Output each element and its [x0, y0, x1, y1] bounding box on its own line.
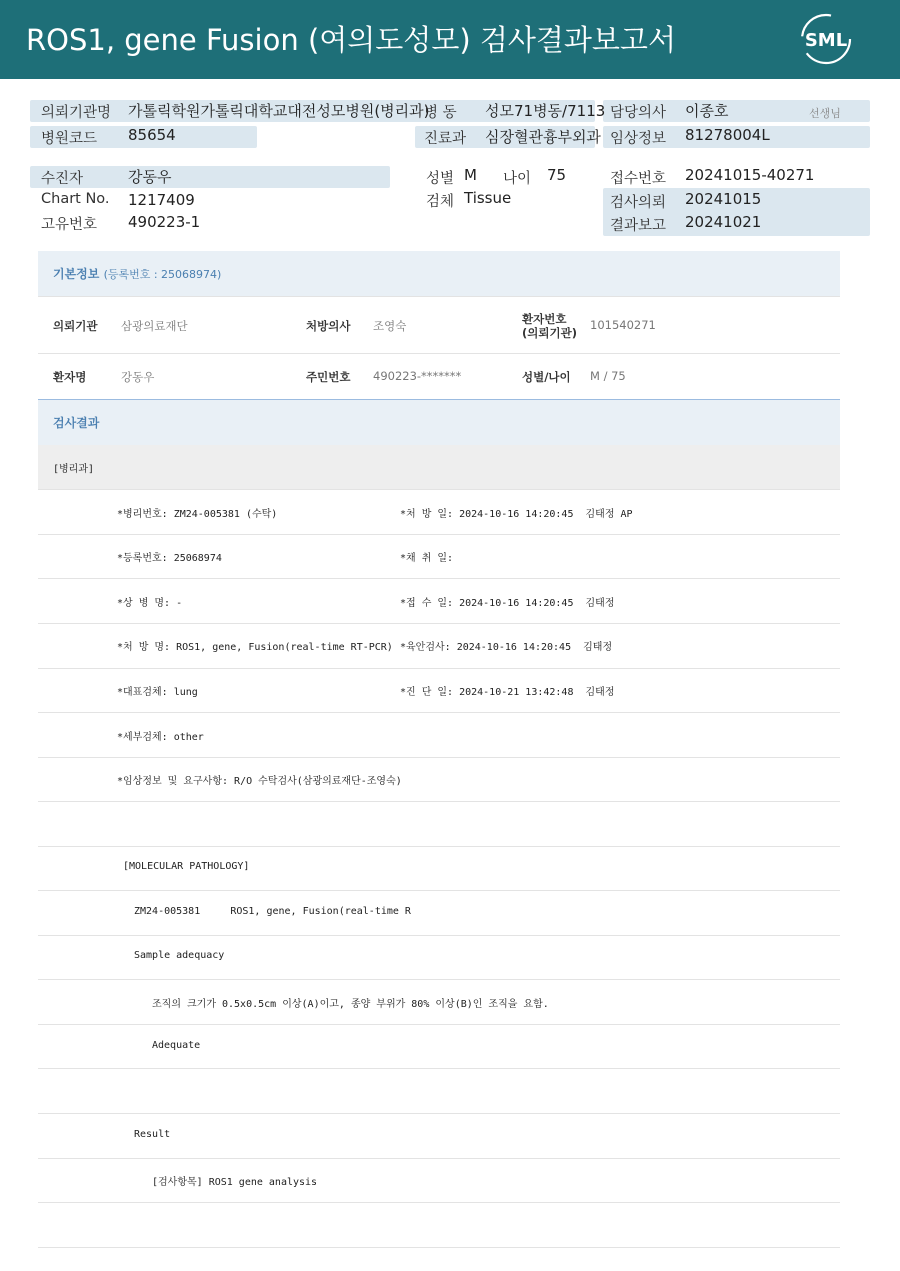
org-label: 의뢰기관: [53, 319, 98, 333]
divider: [38, 623, 840, 624]
divider: [38, 890, 840, 891]
report-header: [0, 0, 900, 79]
sample-adequacy-heading: Sample adequacy: [134, 950, 225, 961]
pathology-number: *병리번호: ZM24-005381 (수탁): [117, 509, 278, 520]
diagnosis-name: *상 병 명: -: [117, 598, 183, 609]
representative-specimen: *대표검체: lung: [117, 687, 198, 698]
molecular-pathology-heading: [MOLECULAR PATHOLOGY]: [123, 861, 250, 872]
report-date-value: 20241021: [685, 213, 762, 231]
patient-no-label: 환자번호: [522, 312, 567, 326]
ward-value: 성모71병동/7113: [485, 102, 606, 120]
collection-date: *채 취 일:: [400, 553, 454, 564]
gross-exam: *육안검사: 2024-10-16 14:20:45 김태정: [400, 642, 613, 653]
sex-age-label: 성별/나이: [522, 370, 571, 384]
basic-info-title: 기본정보 (등록번호 : 25068974): [53, 267, 222, 281]
registration-no-line: *등록번호: 25068974: [117, 553, 222, 564]
dept-value: 심장혈관흉부외과: [485, 128, 601, 146]
divider: [38, 1202, 840, 1203]
divider: [38, 1068, 840, 1069]
clinical-label: 임상정보: [610, 131, 667, 147]
adequacy-result: Adequate: [152, 1040, 201, 1051]
requesting-org-value: 가톨릭학원가톨릭대학교대전성모병원(병리과): [128, 102, 430, 120]
receipt-no-value: 20241015-40271: [685, 166, 815, 184]
patient-label: 수진자: [41, 171, 84, 187]
clinical-value: 81278004L: [685, 126, 770, 144]
divider: [38, 846, 840, 847]
receipt-date: *접 수 일: 2024-10-16 14:20:45 김태정: [400, 598, 615, 609]
test-item: [검사항목] ROS1 gene analysis: [152, 1177, 318, 1188]
doctor-label: 담당의사: [610, 105, 667, 121]
divider: [38, 353, 840, 354]
org-value: 삼광의료재단: [121, 319, 188, 333]
divider: [38, 1024, 840, 1025]
report-title: ROS1, gene Fusion (여의도성모) 검사결과보고서: [26, 23, 676, 57]
receipt-no-label: 접수번호: [610, 171, 667, 187]
divider: [38, 1247, 840, 1248]
patient-name-value: 강동우: [121, 370, 155, 384]
clinical-request: *임상정보 및 요구사항: R/O 수탁검사(삼광의료재단-조영숙): [117, 776, 402, 787]
specimen-value: Tissue: [464, 189, 512, 207]
specimen-label: 검체: [426, 194, 455, 210]
divider: [38, 534, 840, 535]
rrn-label: 주민번호: [306, 370, 351, 384]
sex-age-value: M / 75: [590, 369, 626, 383]
divider: [38, 296, 840, 297]
registration-number: (등록번호 : 25068974): [103, 268, 222, 281]
rrn-value: 490223-*******: [373, 369, 462, 383]
divider: [38, 757, 840, 758]
requesting-org-label: 의뢰기관명: [41, 105, 112, 121]
detailed-specimen: *세부검체: other: [117, 732, 204, 743]
sml-logo-icon: [800, 13, 852, 65]
logo-text: SML: [804, 30, 848, 51]
sex-label: 성별: [426, 171, 455, 187]
divider: [38, 979, 840, 980]
dept-label: [병리과]: [53, 464, 95, 475]
prescriber-value: 조영숙: [373, 319, 407, 333]
unique-no-value: 490223-1: [128, 213, 201, 231]
divider: [38, 668, 840, 669]
age-value: 75: [547, 166, 567, 184]
request-date-value: 20241015: [685, 190, 762, 208]
doctor-suffix: 선생님: [809, 107, 841, 120]
hospital-code-label: 병원코드: [41, 131, 98, 147]
dept-row: [38, 445, 840, 489]
prescriber-label: 처방의사: [306, 319, 351, 333]
adequacy-criteria: 조직의 크기가 0.5x0.5cm 이상(A)이고, 종양 부위가 80% 이상(B)인 조직을 요함.: [152, 999, 549, 1010]
patient-value: 강동우: [128, 168, 172, 186]
doctor-value: 이종호: [685, 102, 729, 120]
report-date-label: 결과보고: [610, 218, 667, 234]
basic-info-header: [38, 251, 840, 296]
test-id-line: ZM24-005381 ROS1, gene, Fusion(real-time R: [134, 906, 411, 917]
request-date-label: 검사의뢰: [610, 195, 667, 211]
sex-value: M: [464, 166, 477, 184]
order-date: *처 방 일: 2024-10-16 14:20:45 김태정 AP: [400, 509, 633, 520]
chart-label: Chart No.: [41, 191, 110, 207]
divider: [38, 712, 840, 713]
divider: [38, 489, 840, 490]
hospital-code-value: 85654: [128, 126, 176, 144]
results-title: 검사결과: [53, 416, 100, 430]
order-name: *처 방 명: ROS1, gene, Fusion(real-time RT-PCR): [117, 642, 393, 653]
results-header: [38, 400, 840, 445]
divider: [38, 1158, 840, 1159]
patient-no-value: 101540271: [590, 318, 656, 332]
chart-value: 1217409: [128, 191, 195, 209]
ward-label: 병 동: [424, 105, 457, 121]
diagnosis-date: *진 단 일: 2024-10-21 13:42:48 김태정: [400, 687, 615, 698]
patient-name-label: 환자명: [53, 370, 87, 384]
unique-no-label: 고유번호: [41, 217, 98, 233]
info-band: [30, 166, 390, 188]
result-heading: Result: [134, 1129, 171, 1140]
patient-no-label-sub: (의뢰기관): [522, 326, 577, 340]
age-label: 나이: [503, 171, 532, 187]
dept-label: 진료과: [424, 131, 467, 147]
divider: [38, 578, 840, 579]
divider: [38, 935, 840, 936]
divider: [38, 801, 840, 802]
divider: [38, 1113, 840, 1114]
